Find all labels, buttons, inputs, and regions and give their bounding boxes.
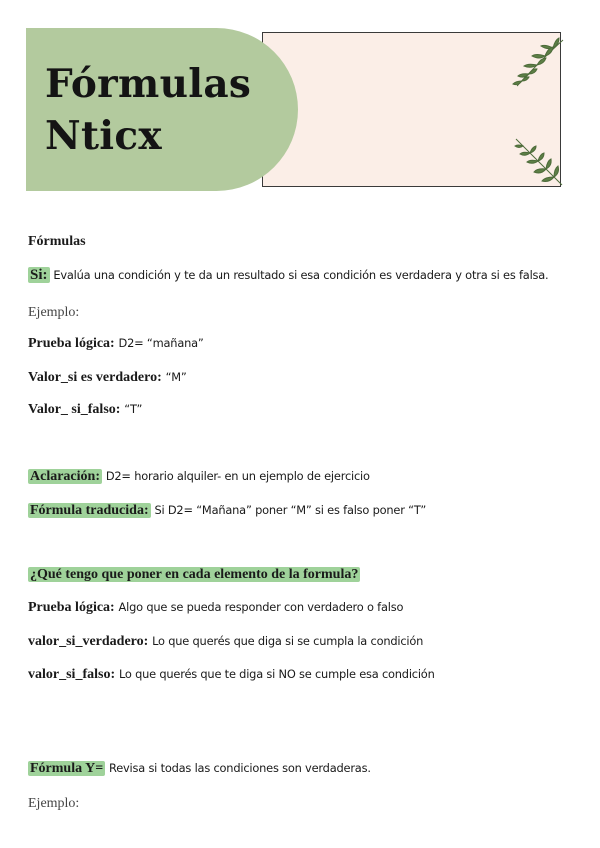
prueba-logica-value: D2= “mañana” [118, 336, 204, 350]
formula-y-line [28, 761, 371, 777]
def-prueba-text: Algo que se pueda responder con verdadero o falso [118, 600, 404, 614]
section-heading: Fórmulas [28, 234, 86, 249]
question-text: ¿Qué tengo que poner en cada elemento de la formula? [30, 567, 359, 582]
title-line-1: Fórmulas [45, 61, 252, 107]
page-title [45, 58, 251, 162]
valor-verdadero-line [28, 370, 187, 386]
valor-verdadero-label: Valor_si es verdadero: [28, 370, 162, 385]
valor-verdadero-value: “M” [165, 370, 187, 384]
def-prueba-label: Prueba lógica: [28, 600, 115, 615]
si-label: Si: [30, 267, 48, 283]
title-line-2: Nticx [45, 113, 162, 159]
fern-icon [510, 133, 565, 187]
formula-y-label: Fórmula Y= [30, 761, 104, 776]
formula-y-text: Revisa si todas las condiciones son verdaderas. [109, 761, 371, 775]
si-text: Evalúa una condición y te da un resultado si esa condición es verdadera y otra si es falsa. [53, 268, 549, 282]
valor-falso-label: Valor_ si_falso: [28, 402, 121, 417]
fern-icon [505, 36, 565, 94]
def-verdadero-label: valor_si_verdadero: [28, 634, 149, 649]
formula-traducida-text: Si D2= “Mañana” poner “M” si es falso poner “T” [154, 503, 427, 517]
def-falso-label: valor_si_falso: [28, 667, 116, 682]
question-heading [28, 567, 360, 583]
def-falso-text: Lo que querés que te diga si NO se cumple esa condición [118, 667, 435, 681]
def-verdadero-text: Lo que querés que diga si se cumpla la condición [152, 634, 424, 648]
formula-traducida-label: Fórmula traducida: [30, 503, 149, 518]
formula-traducida-line [28, 503, 426, 519]
si-definition [28, 267, 548, 284]
def-verdadero-line [28, 634, 423, 650]
aclaracion-label: Aclaración: [30, 469, 100, 484]
example-label-2: Ejemplo: [28, 796, 80, 811]
prueba-logica-label: Prueba lógica: [28, 336, 115, 351]
example-label: Ejemplo: [28, 305, 80, 320]
def-prueba-line [28, 600, 403, 616]
def-falso-line [28, 667, 435, 683]
valor-falso-value: “T” [124, 402, 143, 416]
aclaracion-line [28, 469, 370, 485]
aclaracion-text: D2= horario alquiler- en un ejemplo de ejercicio [105, 469, 370, 483]
valor-falso-line [28, 402, 142, 418]
prueba-logica-line [28, 336, 204, 352]
